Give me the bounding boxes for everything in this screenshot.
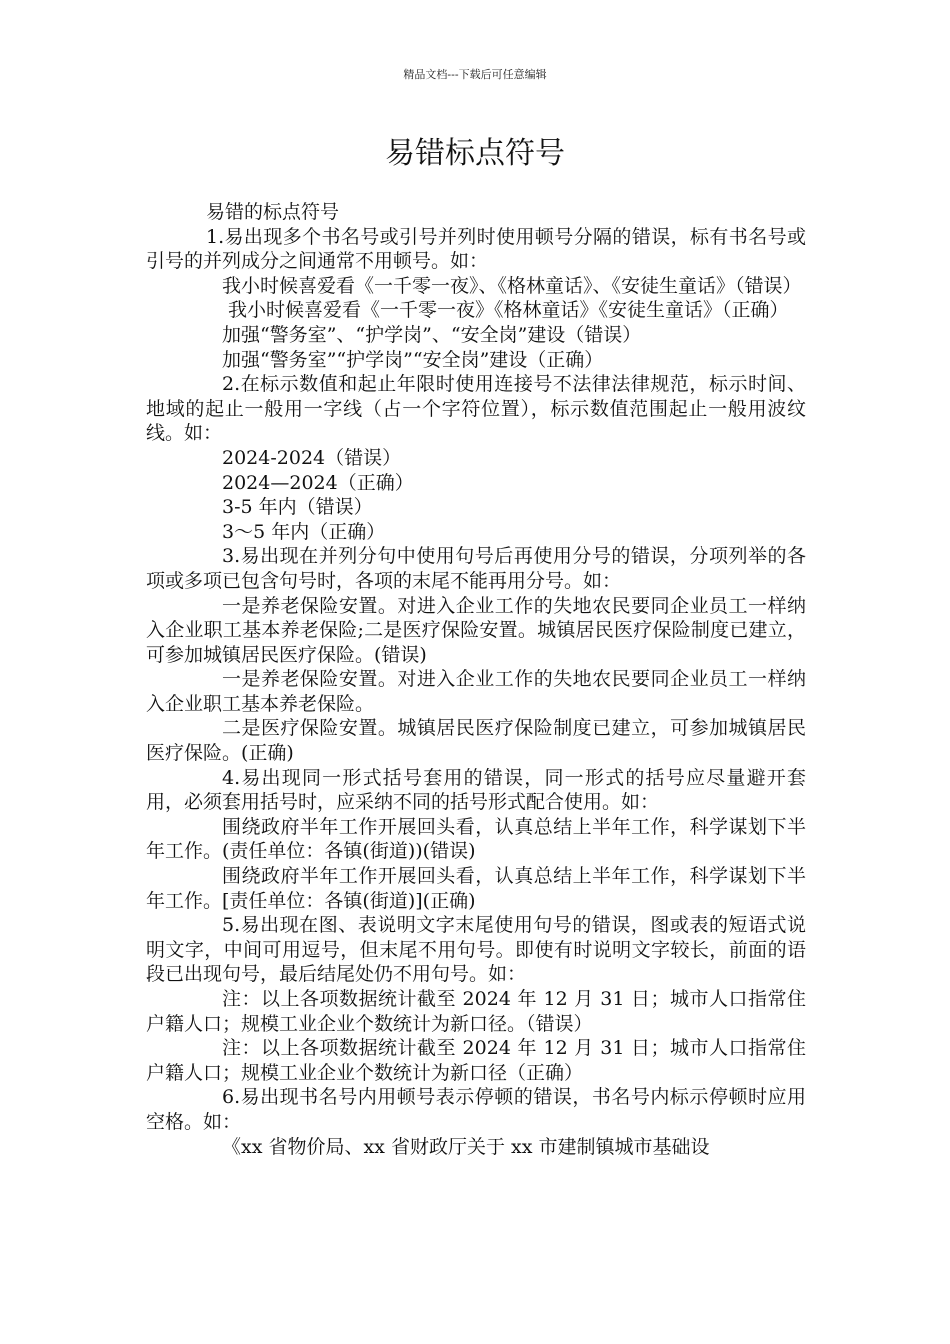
example-paragraph: 我小时候喜爱看《一千零一夜》《格林童话》《安徒生童话》（正确） bbox=[228, 299, 789, 322]
example-paragraph: 加强“警务室”、“护学岗”、“安全岗”建设（错误） bbox=[222, 323, 642, 346]
header-note: 精品文档---下载后可任意编辑 bbox=[403, 68, 547, 81]
example-paragraph: 注：以上各项数据统计截至 2024 年 12 月 31 日；城市人口指常住户籍人口；规模工业企业个数统计为新口径。（错误） bbox=[146, 988, 806, 1035]
document-body bbox=[146, 200, 806, 1159]
example-paragraph: 一是养老保险安置。对进入企业工作的失地农民要同企业员工一样纳入企业职工基本养老保险;二是医疗保险安置。城镇居民医疗保险制度已建立，可参加城镇居民医疗保险。(错误) bbox=[146, 594, 806, 666]
document-title: 易错标点符号 bbox=[385, 136, 565, 171]
example-paragraph: 我小时候喜爱看《一千零一夜》、《格林童话》、《安徒生童话》（错误） bbox=[222, 274, 802, 297]
rule-6-paragraph: 6.易出现书名号内用顿号表示停顿的错误，书名号内标示停顿时应用空格。如： bbox=[146, 1086, 806, 1133]
rule-3-paragraph: 3.易出现在并列分句中使用句号后再使用分号的错误，分项列举的各项或多项已包含句号时，各项的末尾不能再用分号。如： bbox=[146, 545, 806, 592]
example-paragraph: 2024-2024（错误） bbox=[222, 446, 402, 469]
example-paragraph: 二是医疗保险安置。城镇居民医疗保险制度已建立，可参加城镇居民医疗保险。(正确) bbox=[146, 717, 806, 765]
rule-4-paragraph: 4.易出现同一形式括号套用的错误，同一形式的括号应尽量避开套用，必须套用括号时，应采纳不同的括号形式配合使用。如： bbox=[146, 766, 806, 814]
example-paragraph: 3～5 年内（正确） bbox=[222, 520, 386, 543]
example-paragraph: 围绕政府半年工作开展回头看，认真总结上半年工作，科学谋划下半年工作。(责任单位：各镇(街道))(错误) bbox=[146, 815, 806, 863]
example-paragraph: 加强“警务室”“护学岗”“安全岗”建设（正确） bbox=[222, 348, 604, 371]
example-paragraph: 3-5 年内（错误） bbox=[222, 496, 373, 519]
rule-2-paragraph: 2.在标示数值和起止年限时使用连接号不法律法律规范，标示时间、地域的起止一般用一字线（占一个字符位置），标示数值范围起止一般用波纹线。如： bbox=[146, 373, 806, 445]
example-paragraph: 《xx 省物价局、xx 省财政厅关于 xx 市建制镇城市基础设 bbox=[222, 1135, 710, 1158]
subtitle-paragraph: 易错的标点符号 bbox=[206, 201, 340, 223]
example-paragraph: 围绕政府半年工作开展回头看，认真总结上半年工作，科学谋划下半年工作。[责任单位：各镇(街道)](正确) bbox=[146, 865, 806, 912]
example-paragraph: 注：以上各项数据统计截至 2024 年 12 月 31 日；城市人口指常住户籍人口；规模工业企业个数统计为新口径（正确） bbox=[146, 1037, 806, 1084]
example-paragraph: 2024—2024（正确） bbox=[222, 471, 414, 494]
example-paragraph: 一是养老保险安置。对进入企业工作的失地农民要同企业员工一样纳入企业职工基本养老保险。 bbox=[146, 668, 806, 715]
rule-1-paragraph: 1.易出现多个书名号或引号并列时使用顿号分隔的错误，标有书名号或引号的并列成分之间通常不用顿号。如： bbox=[146, 225, 806, 273]
rule-5-paragraph: 5.易出现在图、表说明文字末尾使用句号的错误，图或表的短语式说明文字，中间可用逗号，但末尾不用句号。即使有时说明文字较长，前面的语段已出现句号，最后结尾处仍不用句号。如： bbox=[146, 914, 806, 986]
